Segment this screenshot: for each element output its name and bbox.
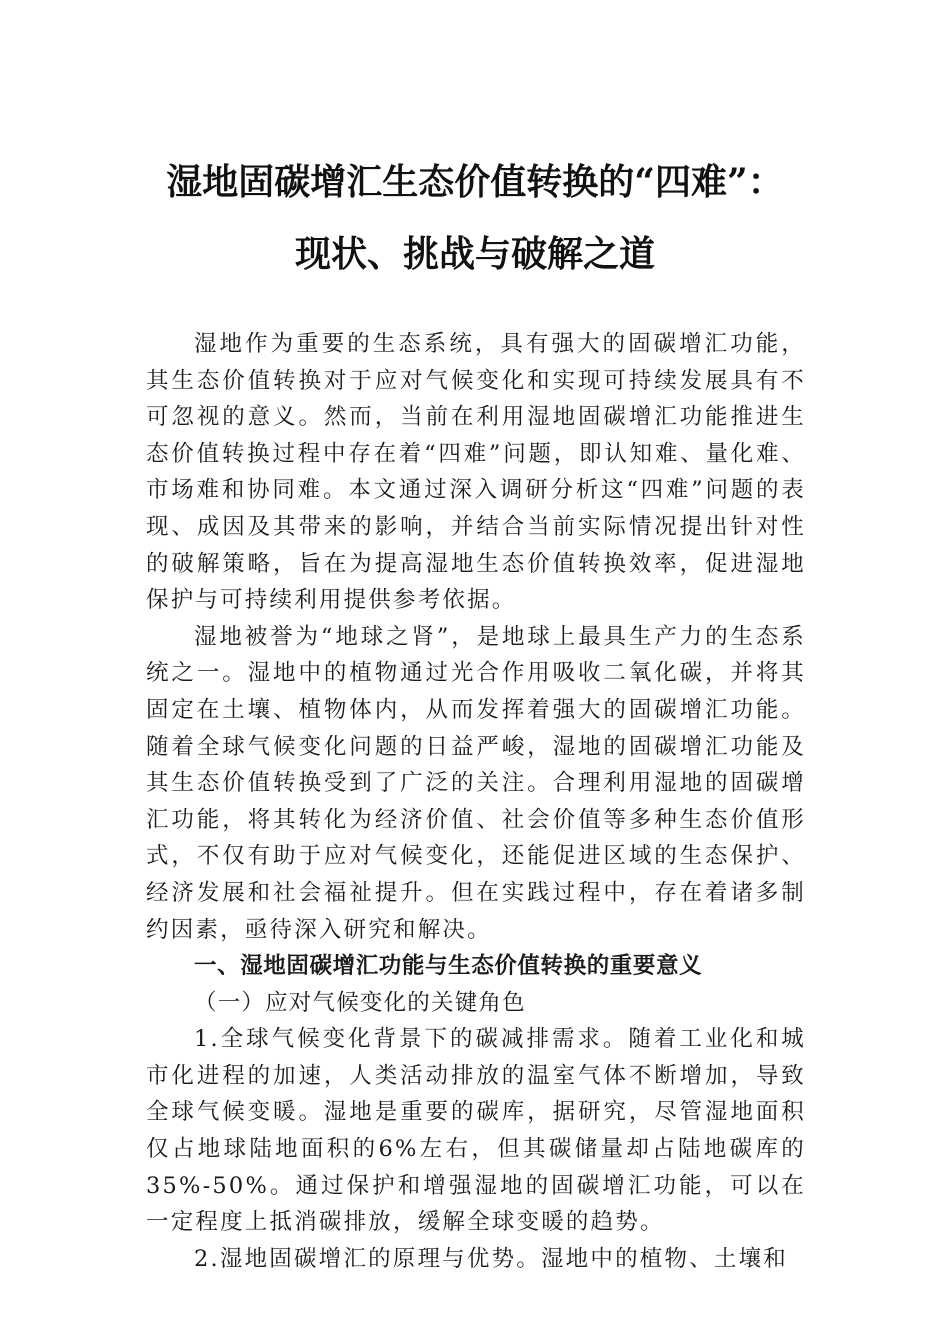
- body-paragraph-2: 2.湿地固碳增汇的原理与优势。湿地中的植物、土壤和: [194, 1245, 788, 1272]
- abstract-paragraph: 湿地作为重要的生态系统，具有强大的固碳增汇功能，其生态价值转换对于应对气候变化和实现可持续发展具有不可忽视的意义。然而，当前在利用湿地固碳增汇功能推进生态价值转换过程中存在着“四难”问题，即认知难、量化难、市场难和协同难。本文通过深入调研分析这“四难”问题的表现、成因及其带来的影响，并结合当前实际情况提出针对性的破解策略，旨在为提高湿地生态价值转换效率，促进湿地保护与可持续利用提供参考依据。: [146, 331, 806, 614]
- section-heading: 一、湿地固碳增汇功能与生态价值转换的重要意义: [194, 953, 703, 980]
- subsection-heading: （一）应对气候变化的关键角色: [194, 989, 526, 1016]
- body-paragraph-1: 1.全球气候变化背景下的碳减排需求。随着工业化和城市化进程的加速，人类活动排放的温室气体不断增加，导致全球气候变暖。湿地是重要的碳库，据研究，尽管湿地面积仅占地球陆地面积的6%左右，但其碳储量却占陆地碳库的35%-50%。通过保护和增强湿地的固碳增汇功能，可以在一定程度上抵消碳排放，缓解全球变暖的趋势。: [146, 1026, 806, 1236]
- document-title-line-2: 现状、挑战与破解之道: [294, 233, 655, 275]
- document-body: [146, 326, 806, 1277]
- document-title-line-1: 湿地固碳增汇生态价值转换的“四难”：: [166, 161, 784, 203]
- intro-paragraph: 湿地被誉为“地球之肾”，是地球上最具生产力的生态系统之一。湿地中的植物通过光合作用吸收二氧化碳，并将其固定在土壤、植物体内，从而发挥着强大的固碳增汇功能。随着全球气候变化问题的日益严峻，湿地的固碳增汇功能及其生态价值转换受到了广泛的关注。合理利用湿地的固碳增汇功能，将其转化为经济价值、社会价值等多种生态价值形式，不仅有助于应对气候变化，还能促进区域的生态保护、经济发展和社会福祉提升。但在实践过程中，存在着诸多制约因素，亟待深入研究和解决。: [146, 623, 806, 943]
